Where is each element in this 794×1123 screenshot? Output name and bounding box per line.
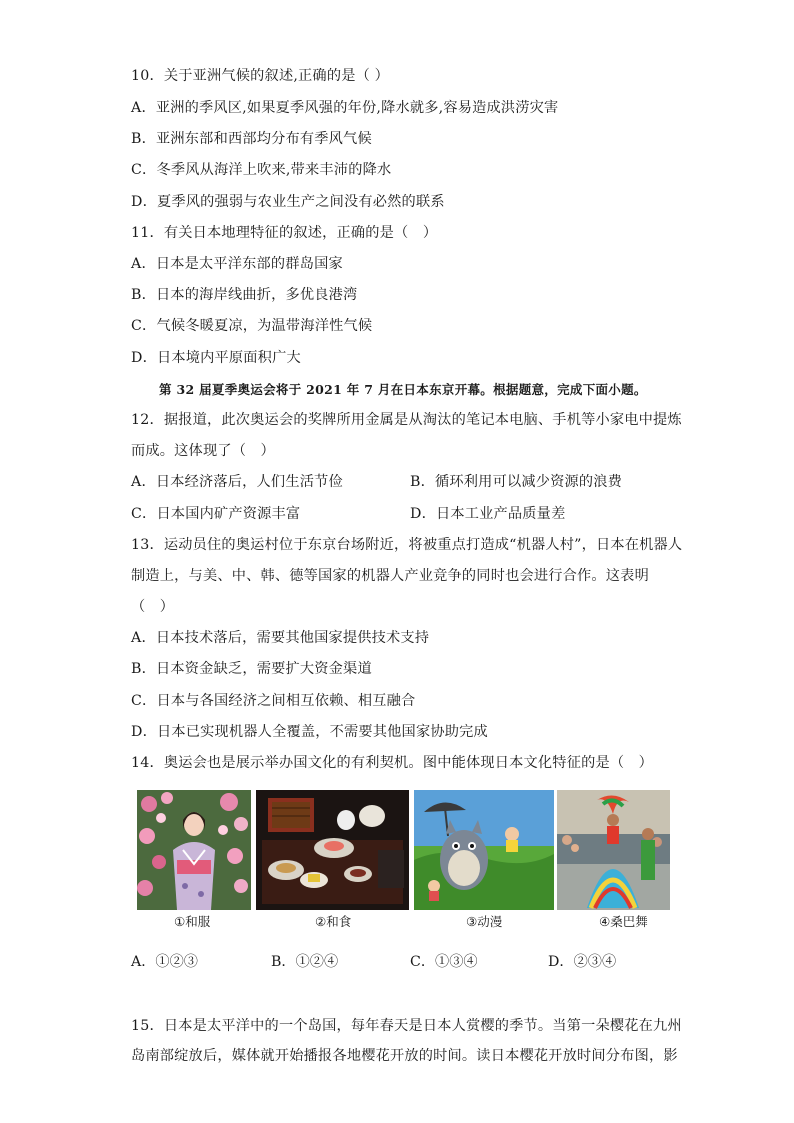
caption-anime: ③动漫 (466, 914, 503, 929)
q10-option-a: A．亚洲的季风区,如果夏季风强的年份,降水就多,容易造成洪涝灾害 (131, 100, 559, 116)
q13-stem-line2: 制造上，与美、中、韩、德等国家的机器人产业竞争的同时也会进行合作。这表明 (131, 568, 649, 584)
samba-photo (557, 790, 670, 910)
q12-stem-line1: 12．据报道，此次奥运会的奖牌所用金属是从淘汰的笔记本电脑、手机等小家电中提炼 (131, 412, 682, 428)
q10-option-b: B．亚洲东部和西部均分布有季风气候 (131, 131, 372, 147)
q11-option-a: A．日本是太平洋东部的群岛国家 (131, 256, 343, 272)
q10-stem: 10．关于亚洲气候的叙述,正确的是（ ） (131, 68, 390, 84)
anime-photo (414, 790, 554, 910)
caption-kimono: ①和服 (174, 914, 211, 929)
washoku-photo (256, 790, 409, 910)
q11-option-b: B．日本的海岸线曲折，多优良港湾 (131, 287, 358, 303)
q14-option-c: C．①③④ (410, 954, 478, 970)
q13-option-b: B．日本资金缺乏，需要扩大资金渠道 (131, 661, 372, 677)
caption-samba: ④桑巴舞 (599, 914, 648, 929)
q12-option-b: B．循环利用可以减少资源的浪费 (410, 474, 623, 490)
q13-stem-line1: 13．运动员住的奥运村位于东京台场附近，将被重点打造成“机器人村”，日本在机器人 (131, 537, 683, 553)
q11-option-c: C．气候冬暖夏凉，为温带海洋性气候 (131, 318, 373, 334)
q13-option-d: D．日本已实现机器人全覆盖，不需要其他国家协助完成 (131, 724, 488, 740)
q11-stem: 11．有关日本地理特征的叙述，正确的是（ ） (131, 225, 438, 241)
q12-option-d: D．日本工业产品质量差 (410, 506, 566, 522)
q12-option-a: A．日本经济落后，人们生活节俭 (131, 474, 343, 490)
q12-stem-line2: 而成。这体现了（ ） (131, 443, 275, 459)
q11-option-d: D．日本境内平原面积广大 (131, 350, 301, 366)
q12-option-c: C．日本国内矿产资源丰富 (131, 506, 301, 522)
q15-line1: 15．日本是太平洋中的一个岛国，每年春天是日本人赏樱的季节。当第一朵樱花在九州 (131, 1018, 682, 1034)
section-intro: 第 32 届夏季奥运会将于 2021 年 7 月在日本东京开幕。根据题意，完成下面小题。 (159, 382, 647, 397)
q10-option-d: D．夏季风的强弱与农业生产之间没有必然的联系 (131, 194, 445, 210)
q10-option-c: C．冬季风从海洋上吹来,带来丰沛的降水 (131, 162, 392, 178)
q14-stem: 14．奥运会也是展示举办国文化的有利契机。图中能体现日本文化特征的是（ ） (131, 755, 654, 771)
caption-washoku: ②和食 (315, 914, 352, 929)
kimono-photo (137, 790, 251, 910)
q13-stem-line3: （ ） (131, 599, 175, 615)
q14-option-d: D．②③④ (548, 954, 617, 970)
q14-option-a: A．①②③ (131, 954, 198, 970)
q15-line2: 岛南部绽放后，媒体就开始播报各地樱花开放的时间。读日本樱花开放时间分布图，影 (131, 1048, 678, 1064)
q13-option-a: A．日本技术落后，需要其他国家提供技术支持 (131, 630, 430, 646)
q14-option-b: B．①②④ (271, 954, 339, 970)
q13-option-c: C．日本与各国经济之间相互依赖、相互融合 (131, 693, 416, 709)
